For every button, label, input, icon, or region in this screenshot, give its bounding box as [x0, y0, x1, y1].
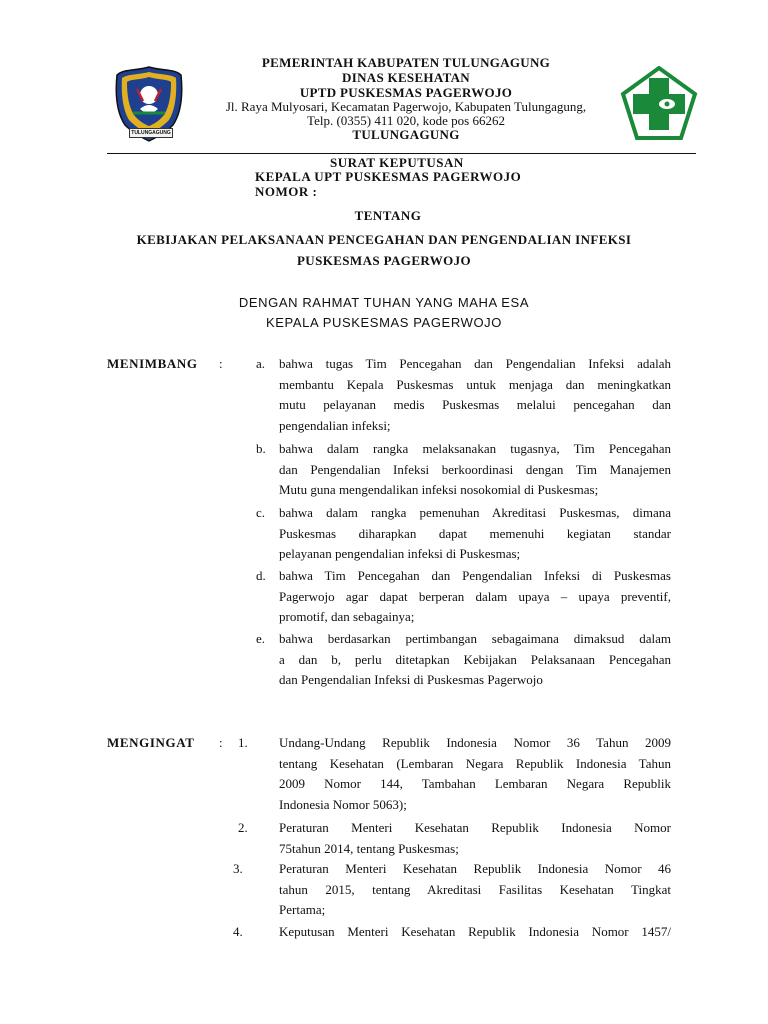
text-line: Peraturan Menteri Kesehatan Republik Indonesia Nomor 46 — [279, 861, 671, 876]
text-line: bahwa Tim Pencegahan dan Pengendalian Infeksi di Puskesmas — [279, 568, 671, 583]
decree-issuer: KEPALA UPT PUSKESMAS PAGERWOJO — [255, 169, 522, 184]
mengingat-item-2 — [279, 818, 671, 859]
menimbang-item-c — [279, 503, 671, 565]
letterhead-phone: Telp. (0355) 411 020, kode pos 66262 — [307, 113, 505, 128]
text-line: tahun 2015, tentang Akreditasi Fasilitas Kesehatan Tingkat — [279, 881, 671, 897]
menimbang-item-e — [279, 629, 671, 691]
decree-number: NOMOR : — [255, 184, 318, 199]
decree-head: KEPALA PUSKESMAS PAGERWOJO — [266, 315, 502, 330]
menimbang-item-a — [279, 354, 671, 436]
text-line: 75tahun 2014, tentang Puskesmas; — [279, 840, 459, 856]
text-line: Peraturan Menteri Kesehatan Republik Indonesia Nomor — [279, 820, 671, 835]
mengingat-marker-3: 3. — [233, 861, 243, 876]
mengingat-item-4 — [279, 922, 671, 943]
menimbang-marker-e: e. — [256, 631, 266, 646]
text-line: dan Pengendalian Infeksi di Puskesmas Pagerwojo — [279, 672, 543, 687]
decree-about: TENTANG — [354, 208, 422, 223]
decree-subject-line2: PUSKESMAS PAGERWOJO — [296, 253, 472, 268]
text-line: 2009 Nomor 144, Tambahan Lembaran Negara Republik — [279, 776, 671, 791]
letterhead-city: TULUNGAGUNG — [352, 127, 460, 142]
text-line: Indonesia Nomor 5063); — [279, 796, 407, 812]
text-line: Keputusan Menteri Kesehatan Republik Indonesia Nomor 1457/ — [279, 924, 671, 939]
mengingat-item-3 — [279, 859, 671, 921]
crest-ribbon: TULUNGAGUNG — [129, 128, 173, 138]
mengingat-marker-1: 1. — [238, 735, 248, 750]
text-line: promotif, dan sebagainya; — [279, 609, 415, 624]
text-line: pengendalian infeksi; — [279, 417, 391, 433]
letterhead-address: Jl. Raya Mulyosari, Kecamatan Pagerwojo, Kabupaten Tulungagung, — [225, 99, 587, 114]
text-line: tentang Kesehatan (Lembaran Negara Republik Indonesia Tahun — [279, 755, 671, 771]
text-line: Undang-Undang Republik Indonesia Nomor 36 Tahun 2009 — [279, 735, 671, 750]
menimbang-item-b — [279, 439, 671, 501]
text-line: a dan b, perlu ditetapkan Kebijakan Pelaksanaan Pencegahan — [279, 651, 671, 667]
decree-title: SURAT KEPUTUSAN — [330, 155, 464, 170]
letterhead-government: PEMERINTAH KABUPATEN TULUNGAGUNG — [261, 55, 551, 70]
text-line: bahwa tugas Tim Pencegahan dan Pengendalian Infeksi adalah — [279, 356, 671, 371]
menimbang-label: MENIMBANG — [107, 356, 198, 371]
mengingat-colon: : — [219, 735, 223, 750]
mengingat-label: MENGINGAT — [107, 735, 195, 750]
mengingat-marker-2: 2. — [238, 820, 248, 835]
letterhead-divider — [107, 153, 696, 154]
letterhead-agency: DINAS KESEHATAN — [342, 70, 470, 85]
menimbang-marker-b: b. — [256, 441, 266, 456]
menimbang-marker-d: d. — [256, 568, 266, 583]
text-line: bahwa berdasarkan pertimbangan sebagaimana dimaksud dalam — [279, 631, 671, 646]
menimbang-marker-a: a. — [256, 356, 266, 371]
menimbang-item-d — [279, 566, 671, 628]
text-line: bahwa dalam rangka melaksanakan tugasnya, Tim Pencegahan — [279, 441, 671, 456]
text-line: pelayanan pengendalian infeksi di Puskesmas; — [279, 546, 521, 561]
decree-blessing: DENGAN RAHMAT TUHAN YANG MAHA ESA — [238, 295, 530, 310]
menimbang-colon: : — [219, 356, 223, 371]
text-line: dan Pengendalian Infeksi berkoordinasi dengan Tim Manajemen — [279, 461, 671, 477]
text-line: bahwa dalam rangka pemenuhan Akreditasi Puskesmas, dimana — [279, 505, 671, 520]
mengingat-item-1 — [279, 733, 671, 815]
letterhead-unit: UPTD PUSKESMAS PAGERWOJO — [299, 85, 513, 100]
text-line: Mutu guna mengendalikan infeksi nosokomial di Puskesmas; — [279, 482, 599, 497]
text-line: Pertama; — [279, 902, 326, 917]
mengingat-marker-4: 4. — [233, 924, 243, 939]
menimbang-marker-c: c. — [256, 505, 266, 520]
text-line: membantu Kepala Puskesmas untuk menjaga dan meningkatkan — [279, 376, 671, 392]
decree-subject-line1: KEBIJAKAN PELAKSANAAN PENCEGAHAN DAN PENGENDALIAN INFEKSI — [136, 232, 632, 247]
text-line: mutu pelayanan medis Puskesmas melalui pencegahan dan — [279, 397, 671, 412]
text-line: Puskesmas diharapkan dapat memenuhi kegiatan standar — [279, 525, 671, 541]
text-line: Pagerwojo agar dapat berperan dalam upaya – upaya preventif, — [279, 588, 671, 604]
